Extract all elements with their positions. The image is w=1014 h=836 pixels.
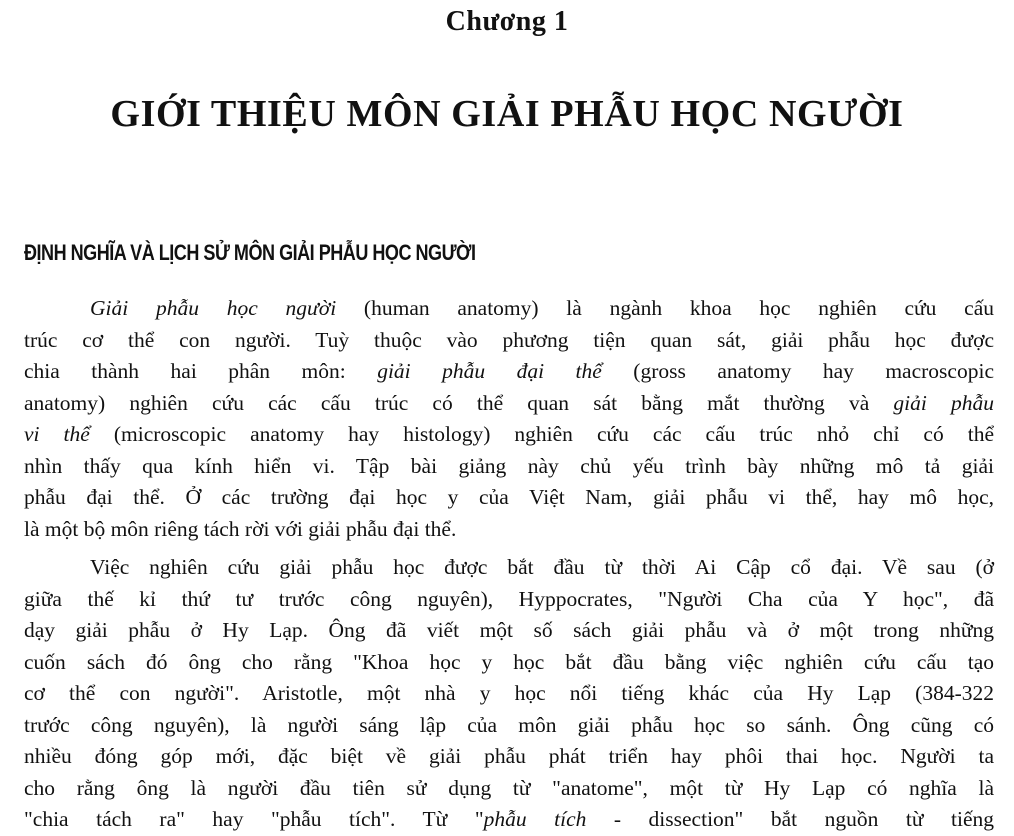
text-line: phẫu đại thể. Ở các trường đại học y của Việt Nam, giải phẫu vi thể, hay mô học, (24, 485, 994, 509)
paragraph-history (24, 552, 994, 836)
text-line: trước công nguyên), là người sáng lập của môn giải phẫu học so sánh. Ông cũng có (24, 712, 994, 737)
text-line: giữa thế kỉ thứ tư trước công nguyên), Hyppocrates, "Người Cha của Y học", đã (24, 586, 994, 611)
italic-term: giải phẫu (893, 390, 994, 415)
text-run: "chia tách ra" hay "phẫu tích". Từ " (24, 807, 484, 831)
chapter-label: Chương 1 (445, 6, 569, 37)
text-run: anatomy) nghiên cứu các cấu trúc có thể quan sát bằng mắt thường và (24, 390, 894, 415)
text-line (24, 419, 994, 451)
text-line: Việc nghiên cứu giải phẫu học được bắt đầu từ thời Ai Cập cổ đại. Về sau (ở (90, 555, 994, 579)
italic-term: phẫu tích (483, 807, 587, 831)
text-line: cơ thể con người". Aristotle, một nhà y học nổi tiếng khác của Hy Lạp (384-322 (24, 681, 994, 705)
paragraph-definition (24, 293, 994, 545)
text-line: là một bộ môn riêng tách rời với giải phẫu đại thể. (24, 516, 457, 541)
text-line: nhìn thấy qua kính hiển vi. Tập bài giảng này chủ yếu trình bày những mô tả giải (24, 453, 994, 478)
text-run: - dissection" bắt nguồn từ tiếng (586, 807, 994, 831)
italic-term: vi thể (24, 422, 90, 446)
chapter-title: GIỚI THIỆU MÔN GIẢI PHẪU HỌC NGƯỜI (110, 93, 904, 135)
text-line (24, 388, 994, 420)
italic-term: Giải phẫu học người (90, 296, 337, 320)
text-line: cuốn sách đó ông cho rằng "Khoa học y học bắt đầu bằng việc nghiên cứu cấu tạo (24, 649, 994, 674)
text-line (24, 293, 994, 325)
italic-term: giải phẫu đại thể (377, 359, 602, 383)
text-run: (microscopic anatomy hay histology) nghiên cứu các cấu trúc nhỏ chỉ có thể (89, 422, 994, 446)
section-heading: ĐỊNH NGHĨA VÀ LỊCH SỬ MÔN GIẢI PHẪU HỌC NGƯỜI (24, 240, 476, 265)
text-line (24, 356, 994, 388)
text-run: (gross anatomy hay macroscopic (601, 359, 994, 383)
text-run: (human anatomy) là ngành khoa học nghiên cứu cấu (336, 296, 994, 320)
text-line: trúc cơ thể con người. Tuỳ thuộc vào phương tiện quan sát, giải phẫu học được (24, 327, 994, 352)
text-run: chia thành hai phân môn: (24, 359, 378, 383)
text-line: dạy giải phẫu ở Hy Lạp. Ông đã viết một số sách giải phẫu và ở một trong những (24, 618, 994, 642)
text-line: cho rằng ông là người đầu tiên sử dụng từ "anatome", một từ Hy Lạp có nghĩa là (24, 775, 994, 800)
text-line: nhiều đóng góp mới, đặc biệt về giải phẫu phát triển hay phôi thai học. Người ta (24, 744, 994, 768)
text-line (24, 804, 994, 836)
